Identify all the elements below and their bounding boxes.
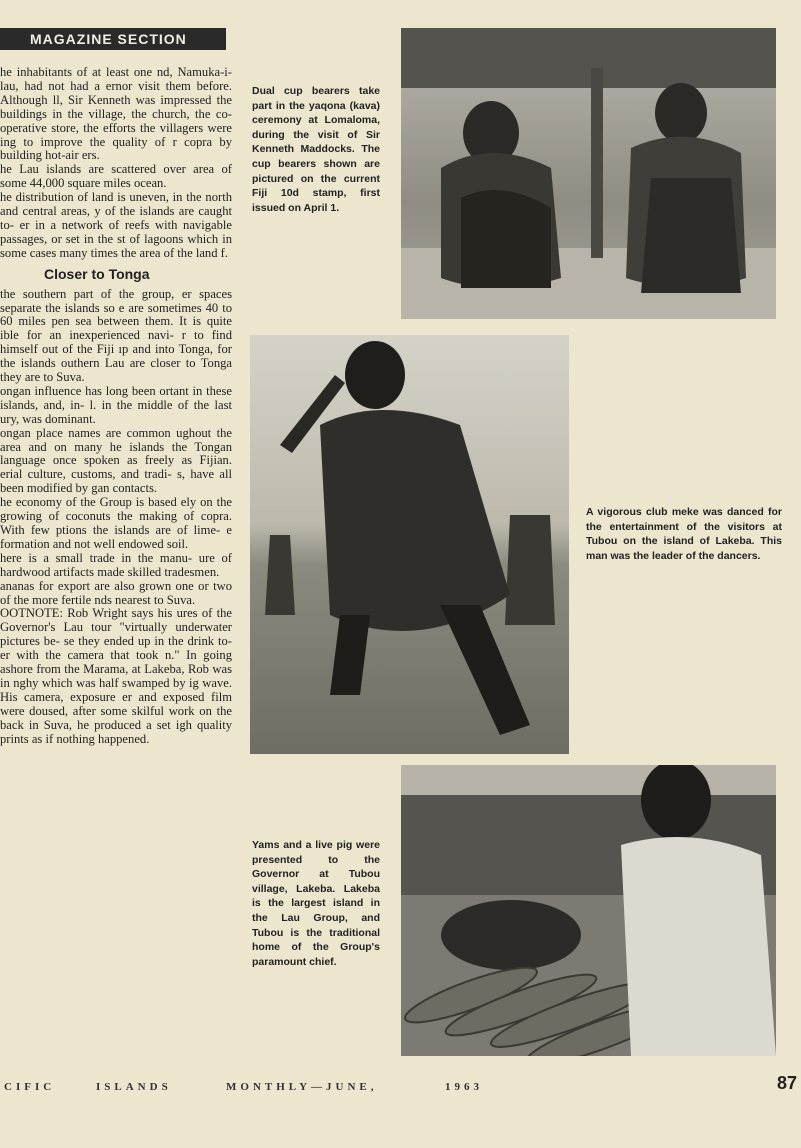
page-number: 87: [776, 1073, 797, 1093]
article-paragraph: here is a small trade in the manu- ure of hardwood artifacts made skilled tradesmen.: [0, 550, 232, 579]
article-subheading: Closer to Tonga: [44, 265, 150, 282]
footer-issue-part: MONTHLY—JUNE,: [226, 1081, 378, 1093]
yams-caption: Yams and a live pig were presented to the Governor at Tubou village, Lakeba. Lakeba is the largest island in the Lau Group, and Tubou is the traditional home of the Group's paramount chief.: [252, 839, 380, 968]
footer-publication-part: CIFIC: [4, 1081, 56, 1093]
section-banner: MAGAZINE SECTION: [0, 28, 226, 50]
article-column: [0, 66, 232, 1070]
meke-caption: A vigorous club meke was danced for the entertainment of the visitors at Tubou on the island of Lakeba. This man was the leader of the dancers.: [586, 506, 782, 562]
article-paragraph: he economy of the Group is based ely on the growing of coconuts the making of copra. With few ptions the islands are of lime- e formation and not well endowed soil.: [0, 495, 232, 551]
club-meke-photo: [250, 335, 569, 754]
article-paragraph: ananas for export are also grown one or two of the more fertile nds nearest to Suva.: [0, 578, 232, 607]
kava-caption: Dual cup bearers take part in the yaqona (kava) ceremony at Lomaloma, during the visit of Sir Kenneth Maddocks. The cup bearers shown are pictured on the current Fiji 10d stamp, first issued on April 1.: [252, 85, 380, 214]
article-footnote: OOTNOTE: Rob Wright says his ures of the Governor's Lau tour "virtually underwater pictures be- se they ended up in the drink to- er with the camera that took n." In going ashore from the Marama, at Lakeba, Rob was in nghy which was half swamped by ig wave. His camera, exposure er and exposed film were doused, after some skilful work on the back in Suva, he produced a set igh quality prints as if nothing happened.: [0, 606, 232, 746]
article-paragraph: the southern part of the group, er spaces separate the islands so e are sometimes 40 to 60 miles pen sea between them. It is quite ible for an inexperienced navi- r to find himself out of the Fiji ıp and into Tonga, for the islands outhern Lau are closer to Tonga they are to Suva.: [0, 286, 232, 385]
article-paragraph: ongan influence has long been ortant in these islands, and, in- l. in the middle of the last ury, was dominant.: [0, 383, 232, 426]
kava-ceremony-photo: [401, 28, 776, 319]
footer-year: 1963: [445, 1081, 483, 1093]
footer-publication-part: ISLANDS: [96, 1081, 172, 1093]
article-paragraph: he Lau islands are scattered over area of some 44,000 square miles ocean.: [0, 162, 232, 191]
article-paragraph: he distribution of land is uneven, in the north and central areas, y of the islands are caught to- er in a network of reefs with navigable passages, or set in the st of lagoons which in some cases many times the area of the land f.: [0, 190, 232, 260]
yams-presentation-photo: [401, 765, 776, 1056]
article-paragraph: ongan place names are common ughout the area and on many he islands the Tongan language once spoken as freely as Fijian. erial culture, customs, and tradi- s, have all been modified by gan contacts.: [0, 425, 232, 496]
article-paragraph: he inhabitants of at least one nd, Namuka-i-lau, had not had a ernor visit them before. Although ll, Sir Kenneth was impressed the buildings in the village, the church, the co-operative store, the efforts the villagers were ing to improve the quality of r copra by building hot-air ers.: [0, 66, 232, 163]
